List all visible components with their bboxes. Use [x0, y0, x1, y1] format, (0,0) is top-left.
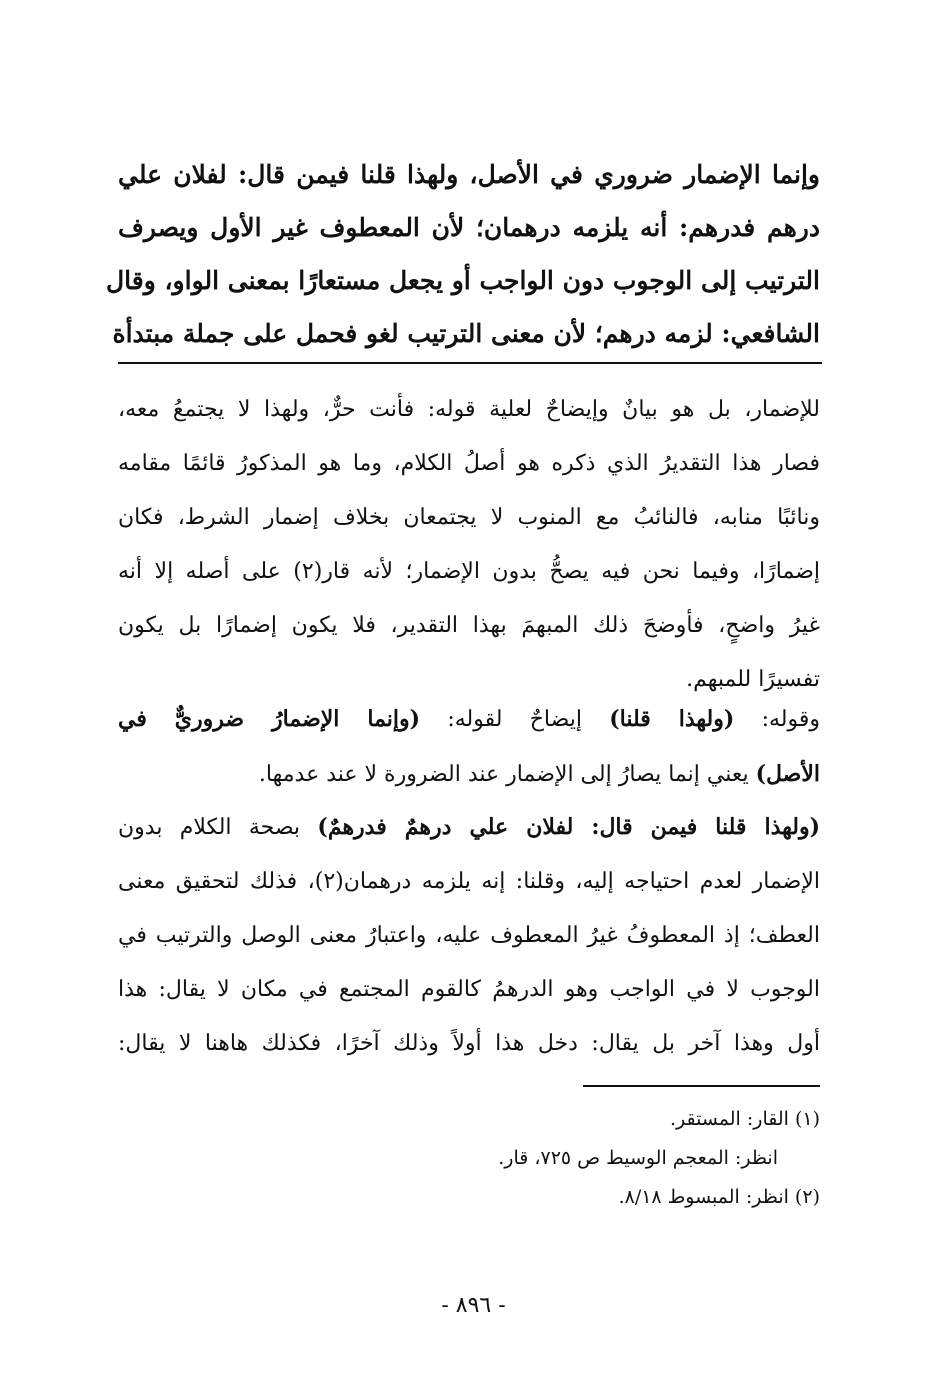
- commentary-line: فصار هذا التقديرُ الذي ذكره هو أصلُ الكلام، وما هو المذكورُ قائمًا مقامه: [118, 451, 820, 476]
- footnote-1-reference: انظر: المعجم الوسيط ص ٧٢٥، قار.: [498, 1147, 778, 1169]
- main-text-line: الشافعي: لزمه درهم؛ لأن معنى الترتيب لغو فحمل على جملة مبتدأة: [112, 319, 820, 348]
- explanation-text: يعني إنما يصارُ إلى الإضمار عند الضرورة لا عند عدمها.: [258, 762, 756, 787]
- explanation-prefix: وقوله:: [734, 707, 820, 732]
- commentary-text: بصحة الكلام بدون: [118, 815, 318, 840]
- explanation-paragraph: [118, 692, 820, 802]
- page-number: - ٨٩٦ -: [441, 1293, 506, 1318]
- footnotes: [118, 1100, 820, 1217]
- main-text-line: درهم فدرهم: أنه يلزمه درهمان؛ لأن المعطوف غير الأول ويصرف: [118, 213, 820, 242]
- main-text-line: وإنما الإضمار ضروري في الأصل، ولهذا قلنا فيمن قال: لفلان علي: [118, 160, 820, 189]
- commentary-line: إضمارًا، وفيما نحن فيه يصحُّ بدون الإضمار؛ لأنه قار(٢) على أصله إلا أنه: [118, 559, 820, 584]
- commentary-line: تفسيرًا للمبهم.: [686, 667, 820, 692]
- main-text-divider: [118, 362, 822, 364]
- footnote-divider: [583, 1085, 820, 1087]
- explanation-line: [118, 692, 820, 747]
- footnote-1: (١) القار: المستقر.: [669, 1108, 820, 1130]
- explanation-text: إيضاحٌ لقوله:: [420, 707, 610, 732]
- commentary-paragraph: [118, 383, 820, 707]
- quoted-text: (ولهذا قلنا): [609, 706, 735, 732]
- commentary-line: ونائبًا منابه، فالنائبُ مع المنوب لا يجتمعان بخلاف إضمار الشرط، فكان: [118, 505, 820, 530]
- commentary-line: للإضمار، بل هو بيانٌ وإيضاحٌ لعلية قوله: فأنت حرٌّ، ولهذا لا يجتمعُ معه،: [118, 397, 820, 422]
- commentary-line: العطف؛ إذ المعطوفُ غيرُ المعطوف عليه، واعتبارُ معنى الوصل والترتيب في: [118, 923, 820, 948]
- quoted-text: (ولهذا قلنا فيمن قال: لفلان علي درهمٌ فدرهمٌ): [317, 814, 820, 840]
- quoted-text: الأصل): [755, 761, 820, 787]
- commentary-line: غيرُ واضحٍ، فأوضحَ ذلك المبهمَ بهذا التقدير، فلا يكون إضمارًا بل يكون: [118, 613, 820, 638]
- footnote-2: (٢) انظر: المبسوط ٨/١٨.: [618, 1186, 820, 1208]
- commentary-line: [118, 800, 820, 855]
- main-text: [105, 148, 820, 360]
- commentary-line: الوجوب لا في الواجب وهو الدرهمُ كالقوم المجتمع في مكان لا يقال: هذا: [118, 977, 820, 1002]
- commentary-paragraph-2: [118, 800, 820, 1071]
- main-text-line: الترتيب إلى الوجوب دون الواجب أو يجعل مستعارًا بمعنى الواو، وقال: [105, 266, 820, 295]
- commentary-line: الإضمار لعدم احتياجه إليه، وقلنا: إنه يلزمه درهمان(٢)، فذلك لتحقيق معنى: [118, 869, 820, 894]
- commentary-line: أول وهذا آخر بل يقال: دخل هذا أولاً وذلك آخرًا، فكذلك هاهنا لا يقال:: [118, 1031, 820, 1056]
- explanation-line: [118, 747, 820, 802]
- quoted-text: (وإنما الإضمارُ ضروريٌّ في: [118, 706, 421, 732]
